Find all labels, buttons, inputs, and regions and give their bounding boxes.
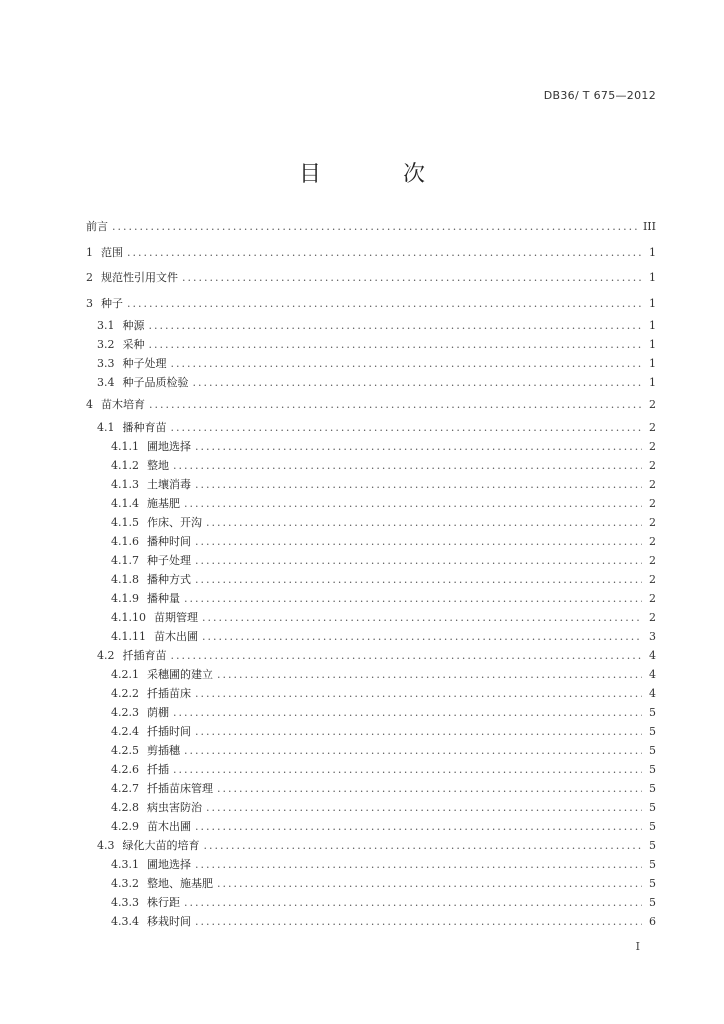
toc-entry-label: 种子 [101, 296, 123, 310]
toc-entry-label: 绿化大苗的培育 [122, 838, 200, 852]
toc-entry-label: 范围 [101, 245, 123, 259]
toc-leader-dots [193, 373, 643, 392]
toc-entry[interactable] [86, 354, 656, 373]
toc-entry-label: 圃地选择 [147, 439, 191, 453]
toc-entry-label: 整地 [147, 458, 169, 472]
toc-entry-page: 2 [649, 591, 656, 605]
toc-entry-label: 土壤消毒 [147, 477, 191, 491]
toc-leader-dots [149, 335, 643, 354]
toc-leader-dots [217, 874, 642, 893]
toc-entry-page: 5 [649, 876, 656, 890]
toc-entry-label: 种子处理 [147, 553, 191, 567]
toc-entry-number: 4.2.5 [111, 743, 139, 757]
toc-leader-dots [149, 392, 642, 418]
toc-entry-number: 4.1.5 [111, 515, 139, 529]
toc-entry-page: 5 [649, 857, 656, 871]
toc-entry-page: 5 [649, 781, 656, 795]
toc-entry-label: 种子品质检验 [122, 376, 189, 389]
toc-entry[interactable] [86, 855, 656, 874]
toc-entry[interactable] [86, 418, 656, 437]
toc-leader-dots [202, 608, 642, 627]
toc-entry-number: 4.1.9 [111, 591, 139, 605]
toc-entry-number: 4 [86, 398, 93, 411]
toc-entry[interactable] [86, 265, 656, 291]
toc-entry-number: 3.1 [97, 319, 115, 332]
toc-entry[interactable] [86, 240, 656, 266]
toc-entry-label: 苗木培育 [101, 398, 145, 411]
toc-entry-page: 2 [649, 420, 656, 434]
toc-entry-number: 4.1.7 [111, 553, 139, 567]
toc-entry-number: 4.2.8 [111, 800, 139, 814]
toc-entry[interactable] [86, 684, 656, 703]
toc-entry-page: 2 [649, 553, 656, 567]
toc-leader-dots [171, 418, 643, 437]
toc-entry-page: 6 [649, 914, 656, 928]
toc-entry-label: 移栽时间 [147, 914, 191, 928]
toc-entry-number: 1 [86, 245, 93, 259]
toc-entry[interactable] [86, 513, 656, 532]
toc-entry-number: 3 [86, 296, 93, 310]
toc-entry-page: 1 [649, 376, 656, 389]
toc-entry-number: 4.2 [97, 648, 115, 662]
toc-entry-page: 5 [649, 895, 656, 909]
toc-entry-number: 4.2.7 [111, 781, 139, 795]
doc-code: DB36/ T 675—2012 [543, 89, 656, 102]
toc-entry[interactable] [86, 532, 656, 551]
toc-entry[interactable] [86, 893, 656, 912]
toc-entry-page: 5 [649, 705, 656, 719]
toc-entry-label: 病虫害防治 [147, 800, 202, 814]
toc-entry[interactable] [86, 373, 656, 392]
toc-entry[interactable] [86, 494, 656, 513]
toc-entry[interactable] [86, 214, 656, 240]
toc-entry-label: 整地、施基肥 [147, 876, 213, 890]
toc-entry-number: 4.1.1 [111, 439, 139, 453]
toc-entry-label: 圃地选择 [147, 857, 191, 871]
toc-leader-dots [206, 513, 642, 532]
toc-entry[interactable] [86, 475, 656, 494]
toc-entry-label: 施基肥 [147, 496, 180, 510]
toc-entry-number: 4.2.2 [111, 686, 139, 700]
toc-entry[interactable] [86, 741, 656, 760]
toc-entry-number: 4.1.10 [111, 610, 146, 624]
toc-entry-page: 1 [649, 338, 656, 351]
toc-entry-page: 2 [649, 515, 656, 529]
toc-leader-dots [127, 291, 642, 317]
toc-entry-number: 3.3 [97, 357, 115, 370]
toc-entry[interactable] [86, 779, 656, 798]
toc-entry-label: 苗期管理 [154, 610, 198, 624]
toc-entry-number: 4.2.3 [111, 705, 139, 719]
toc-entry-page: 5 [649, 800, 656, 814]
toc-entry-label: 扦插时间 [147, 724, 191, 738]
toc-entry-label: 剪插穗 [147, 743, 180, 757]
toc-leader-dots [127, 240, 642, 266]
toc-entry[interactable] [86, 608, 656, 627]
toc-leader-dots [195, 570, 642, 589]
toc-entry-number: 4.3.1 [111, 857, 139, 871]
toc-leader-dots [195, 551, 642, 570]
toc-entry-page: 4 [649, 648, 656, 662]
toc-entry-number: 4.1.3 [111, 477, 139, 491]
toc-entry-label: 播种时间 [147, 534, 191, 548]
toc-entry-label: 荫棚 [147, 705, 169, 719]
toc-leader-dots [206, 798, 642, 817]
toc-entry[interactable] [86, 798, 656, 817]
toc-entry-page: 1 [649, 357, 656, 370]
toc-entry-number: 4.1.4 [111, 496, 139, 510]
toc-entry-page: 5 [649, 724, 656, 738]
toc-leader-dots [149, 316, 643, 335]
page-title: 目 次 [298, 162, 455, 187]
toc-leader-dots [217, 665, 642, 684]
toc-entry-page: 2 [649, 458, 656, 472]
toc-entry-page: 5 [649, 819, 656, 833]
toc-entry-label: 苗木出圃 [147, 819, 191, 833]
toc-entry-page: 1 [649, 319, 656, 332]
toc-leader-dots [204, 836, 643, 855]
toc-entry-page: 1 [649, 245, 656, 259]
toc-leader-dots [217, 779, 642, 798]
toc-entry[interactable] [86, 722, 656, 741]
toc-entry-number: 2 [86, 271, 93, 284]
toc-entry-number: 4.1.6 [111, 534, 139, 548]
toc-entry-label: 扦插育苗 [122, 648, 167, 662]
toc-entry[interactable] [86, 589, 656, 608]
toc-entry[interactable] [86, 627, 656, 646]
toc-leader-dots [171, 646, 643, 665]
toc-entry-page: 4 [649, 667, 656, 681]
toc-entry[interactable] [86, 456, 656, 475]
toc-entry-label: 种源 [122, 319, 145, 332]
toc-entry-label: 扦插苗床 [147, 686, 191, 700]
toc-entry-page: 2 [649, 534, 656, 548]
toc-leader-dots [195, 855, 642, 874]
toc-entry[interactable] [86, 551, 656, 570]
toc-entry[interactable] [86, 760, 656, 779]
toc-entry-number: 4.3 [97, 838, 115, 852]
toc-entry-number: 4.1 [97, 420, 115, 434]
toc-entry-label: 扦插苗床管理 [147, 781, 213, 795]
toc-entry-page: 2 [649, 439, 656, 453]
toc-entry-label: 扦插 [147, 762, 169, 776]
toc-leader-dots [195, 722, 642, 741]
toc-entry-number: 4.2.9 [111, 819, 139, 833]
toc-entry-number: 4.2.1 [111, 667, 139, 681]
toc-entry-label: 规范性引用文件 [101, 271, 178, 284]
toc-entry-label: 苗木出圃 [154, 629, 198, 643]
footer-page-number: I [635, 940, 640, 953]
toc-entry-label: 播种量 [147, 591, 180, 605]
toc-leader-dots [173, 703, 642, 722]
toc-entry[interactable] [86, 703, 656, 722]
toc-entry-label: 采穗圃的建立 [147, 667, 213, 681]
toc-entry-page: 4 [649, 686, 656, 700]
toc-entry-label: 播种方式 [147, 572, 191, 586]
toc-entry[interactable] [86, 437, 656, 456]
toc-entry-number: 4.1.2 [111, 458, 139, 472]
toc-entry-page: 2 [649, 572, 656, 586]
toc-entry-label: 采种 [122, 338, 145, 351]
toc-entry[interactable] [86, 836, 656, 855]
toc-entry-number: 4.1.11 [111, 629, 146, 643]
toc-leader-dots [112, 214, 639, 240]
toc-entry[interactable] [86, 665, 656, 684]
toc-leader-dots [195, 437, 642, 456]
toc-leader-dots [195, 532, 642, 551]
toc-entry-page: 5 [649, 762, 656, 776]
toc-leader-dots [202, 627, 642, 646]
toc-entry-label: 种子处理 [122, 357, 167, 370]
toc-leader-dots [195, 684, 642, 703]
toc-entry-number: 4.2.6 [111, 762, 139, 776]
toc-entry[interactable] [86, 570, 656, 589]
toc-entry-page: 2 [649, 398, 656, 411]
toc-leader-dots [195, 817, 642, 836]
toc-entry-label: 株行距 [147, 895, 180, 909]
toc-leader-dots [184, 589, 642, 608]
toc-entry-page: 3 [649, 629, 656, 643]
toc-leader-dots [173, 456, 642, 475]
toc-entry[interactable] [86, 392, 656, 418]
toc-entry[interactable] [86, 316, 656, 335]
toc-entry-label: 前言 [86, 220, 108, 233]
toc-entry-page: 5 [649, 838, 656, 852]
toc-leader-dots [173, 760, 642, 779]
toc-entry[interactable] [86, 912, 656, 931]
toc-entry-page: 1 [649, 271, 656, 284]
toc-entry-number: 4.2.4 [111, 724, 139, 738]
toc-entry-page: 2 [649, 496, 656, 510]
toc-entry-page: 1 [649, 296, 656, 310]
toc-entry-number: 3.4 [97, 376, 115, 389]
toc-entry-number: 3.2 [97, 338, 115, 351]
toc-entry-page: 5 [649, 743, 656, 757]
toc-leader-dots [184, 494, 642, 513]
toc-entry[interactable] [86, 646, 656, 665]
toc-leader-dots [195, 475, 642, 494]
toc-entry[interactable] [86, 817, 656, 836]
toc-entry[interactable] [86, 291, 656, 317]
toc-entry-number: 4.3.4 [111, 914, 139, 928]
table-of-contents [86, 214, 656, 931]
toc-leader-dots [184, 741, 642, 760]
toc-leader-dots [171, 354, 643, 373]
toc-entry[interactable] [86, 874, 656, 893]
toc-entry-number: 4.1.8 [111, 572, 139, 586]
toc-entry-label: 播种育苗 [122, 420, 167, 434]
toc-leader-dots [182, 265, 642, 291]
toc-entry-number: 4.3.2 [111, 876, 139, 890]
toc-entry[interactable] [86, 335, 656, 354]
toc-entry-page: III [642, 220, 656, 233]
toc-entry-page: 2 [649, 610, 656, 624]
toc-entry-number: 4.3.3 [111, 895, 139, 909]
toc-entry-page: 2 [649, 477, 656, 491]
toc-leader-dots [184, 893, 642, 912]
toc-entry-label: 作床、开沟 [147, 515, 202, 529]
toc-leader-dots [195, 912, 642, 931]
